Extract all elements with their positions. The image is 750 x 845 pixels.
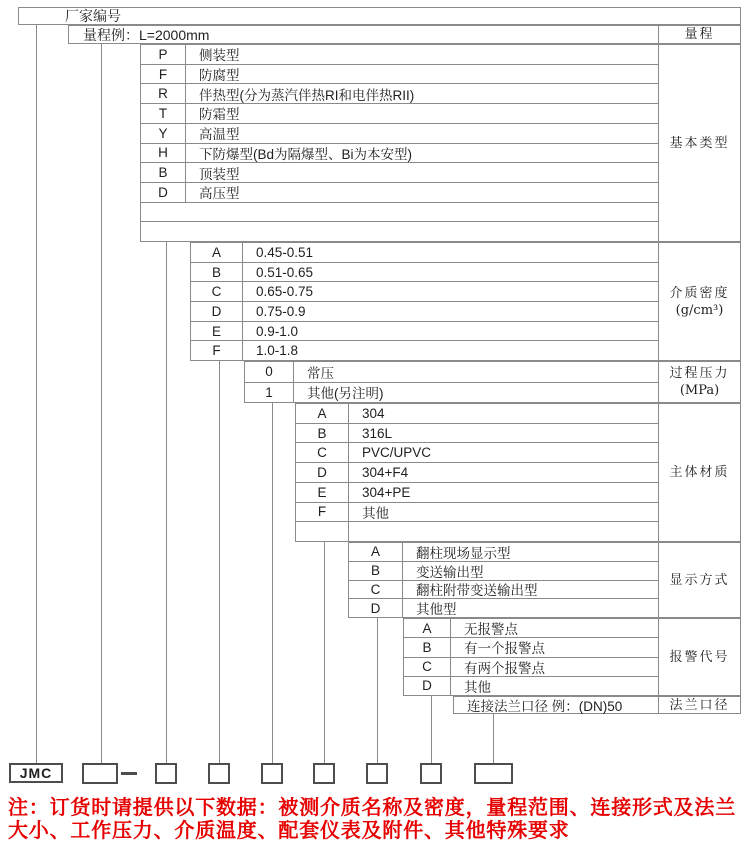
row-desc: 翻柱附带变送输出型: [416, 583, 538, 599]
row-desc: 304+F4: [362, 465, 409, 481]
row-code: P: [141, 45, 186, 64]
row-desc: 侧装型: [199, 48, 240, 64]
section-flange: [453, 696, 659, 714]
order-note: [8, 797, 748, 843]
connector-display-mode: [377, 618, 378, 763]
row-desc: 0.9-1.0: [256, 323, 299, 339]
table-row: [191, 341, 658, 360]
row-code-empty: [296, 522, 349, 541]
row-desc: 翻柱现场显示型: [416, 545, 511, 561]
connector-manufacturer: [36, 25, 37, 763]
label-density: 介质密度 (g/cm³): [658, 242, 741, 361]
label-pressure-unit: (MPa): [679, 383, 720, 398]
row-code: R: [141, 84, 186, 103]
code-box-density: [208, 763, 230, 784]
table-row: [296, 483, 658, 503]
row-code: F: [296, 503, 349, 522]
row-code: E: [296, 483, 349, 502]
table-row: [296, 463, 658, 483]
row-desc: 防腐型: [199, 68, 240, 84]
row-desc: 0.45-0.51: [256, 244, 314, 260]
label-alarm: 报警代号: [658, 618, 741, 696]
section-alarm: [403, 618, 659, 696]
section-material: [295, 403, 659, 542]
code-box-pressure: [261, 763, 283, 784]
table-row: [349, 581, 658, 600]
row-code: C: [404, 658, 451, 676]
row-desc: 高压型: [199, 186, 240, 202]
row-code: A: [349, 543, 403, 561]
model-separator-dash: [121, 772, 137, 775]
row-code: C: [191, 282, 243, 301]
table-row: [404, 638, 658, 657]
code-box-basic-type: [155, 763, 177, 784]
table-row: [191, 243, 658, 263]
table-row: [141, 65, 658, 85]
row-desc: 伴热型(分为蒸汽伴热RI和电伴热RII): [199, 87, 415, 103]
code-box-display-mode: [366, 763, 388, 784]
row-code: B: [191, 263, 243, 282]
table-row: [296, 443, 658, 463]
code-box-material: [313, 763, 335, 784]
row-code: E: [191, 322, 243, 341]
row-desc: 其他: [362, 505, 389, 521]
label-display-mode: 显示方式: [658, 542, 741, 618]
row-desc: 有两个报警点: [464, 660, 545, 676]
connector-density: [219, 361, 220, 763]
row-code: B: [296, 424, 349, 443]
table-row: [141, 183, 658, 203]
connector-range: [101, 44, 102, 763]
table-row: [296, 424, 658, 444]
row-desc: 防霜型: [199, 107, 240, 123]
row-desc: 高温型: [199, 127, 240, 143]
row-code: A: [296, 404, 349, 423]
table-row: [141, 45, 658, 65]
manufacturer-number-box: [18, 7, 741, 25]
row-desc: PVC/UPVC: [362, 445, 432, 461]
label-material: 主体材质: [658, 403, 741, 542]
table-row: [404, 658, 658, 677]
row-desc: 0.51-0.65: [256, 264, 314, 280]
table-row: [141, 84, 658, 104]
code-box-range: [82, 763, 118, 784]
connector-alarm: [431, 696, 432, 763]
row-desc: 其他(另注明): [307, 386, 384, 402]
row-desc: 无报警点: [464, 622, 518, 638]
row-desc: 有一个报警点: [464, 641, 545, 657]
row-code: D: [141, 183, 186, 202]
row-desc: 其他: [464, 679, 491, 695]
row-code: D: [191, 302, 243, 321]
table-row: [404, 677, 658, 695]
table-row: [296, 503, 658, 523]
row-code: A: [191, 243, 243, 262]
connector-pressure: [272, 403, 273, 763]
row-code: 1: [245, 383, 294, 403]
table-row: [141, 124, 658, 144]
row-desc: 316L: [362, 425, 393, 441]
table-row: [191, 302, 658, 322]
table-row: [349, 543, 658, 562]
table-row: [245, 383, 658, 403]
connector-basic-type: [166, 242, 167, 763]
row-desc: 下防爆型(Bd为隔爆型、Bi为本安型): [199, 146, 413, 162]
order-note-line2: 大小、工作压力、介质温度、配套仪表及附件、其他特殊要求: [8, 820, 570, 842]
row-code: B: [404, 638, 451, 656]
row-code: B: [141, 163, 186, 182]
row-code: D: [404, 677, 451, 695]
row-code: B: [349, 562, 403, 580]
section-display-mode: [348, 542, 659, 618]
row-code: A: [404, 619, 451, 637]
range-example-text: 量程例：L=2000mm: [83, 26, 210, 43]
connector-flange: [493, 714, 494, 763]
row-code: D: [349, 599, 403, 617]
label-range: 量程: [658, 25, 741, 44]
code-box-alarm: [420, 763, 442, 784]
order-note-line1: 注：订货时请提供以下数据：被测介质名称及密度，量程范围、连接形式及法兰: [8, 797, 736, 819]
row-desc: 连接法兰口径 例：(DN)50: [467, 699, 623, 714]
table-row: [191, 263, 658, 283]
row-desc-empty: [349, 522, 658, 541]
row-desc: 0.65-0.75: [256, 284, 314, 300]
label-flange: 法兰口径: [658, 696, 741, 714]
table-row: [404, 619, 658, 638]
table-row: [349, 562, 658, 581]
table-row: [454, 697, 658, 713]
table-row: [141, 163, 658, 183]
table-row: [245, 362, 658, 383]
row-code: C: [296, 443, 349, 462]
section-pressure: [244, 361, 659, 403]
row-code: T: [141, 104, 186, 123]
row-desc: 顶装型: [199, 166, 240, 182]
manufacturer-number-label: 厂家编号: [65, 8, 121, 24]
row-code: D: [296, 463, 349, 482]
row-desc: 304+PE: [362, 484, 411, 500]
table-row-empty: [296, 522, 658, 541]
row-code: F: [191, 341, 243, 360]
row-code: F: [141, 65, 186, 84]
row-desc: 0.75-0.9: [256, 303, 306, 319]
row-code: H: [141, 144, 186, 163]
table-row: [296, 404, 658, 424]
section-density: [190, 242, 659, 361]
label-basic-type: 基本类型: [658, 44, 741, 242]
table-row: [349, 599, 658, 617]
table-row: [191, 322, 658, 342]
label-density-unit: (g/cm³): [675, 302, 724, 318]
table-row: [141, 144, 658, 164]
row-code: C: [349, 581, 403, 599]
row-desc: 常压: [307, 365, 334, 381]
table-row: [191, 282, 658, 302]
label-pressure: 过程压力 (MPa): [658, 361, 741, 403]
row-code: 0: [245, 362, 294, 382]
row-desc: 其他型: [416, 602, 457, 618]
table-row: [141, 104, 658, 124]
connector-material: [324, 542, 325, 763]
range-example-box: [68, 25, 659, 44]
table-row-empty: [141, 222, 658, 241]
table-row-empty: [141, 203, 658, 223]
row-code: Y: [141, 124, 186, 143]
row-desc: 1.0-1.8: [256, 343, 299, 359]
model-prefix-box: JMC: [9, 763, 63, 783]
code-box-flange: [474, 763, 513, 784]
row-desc: 变送输出型: [416, 564, 484, 580]
section-basic-type: [140, 44, 659, 242]
row-desc: 304: [362, 405, 385, 421]
